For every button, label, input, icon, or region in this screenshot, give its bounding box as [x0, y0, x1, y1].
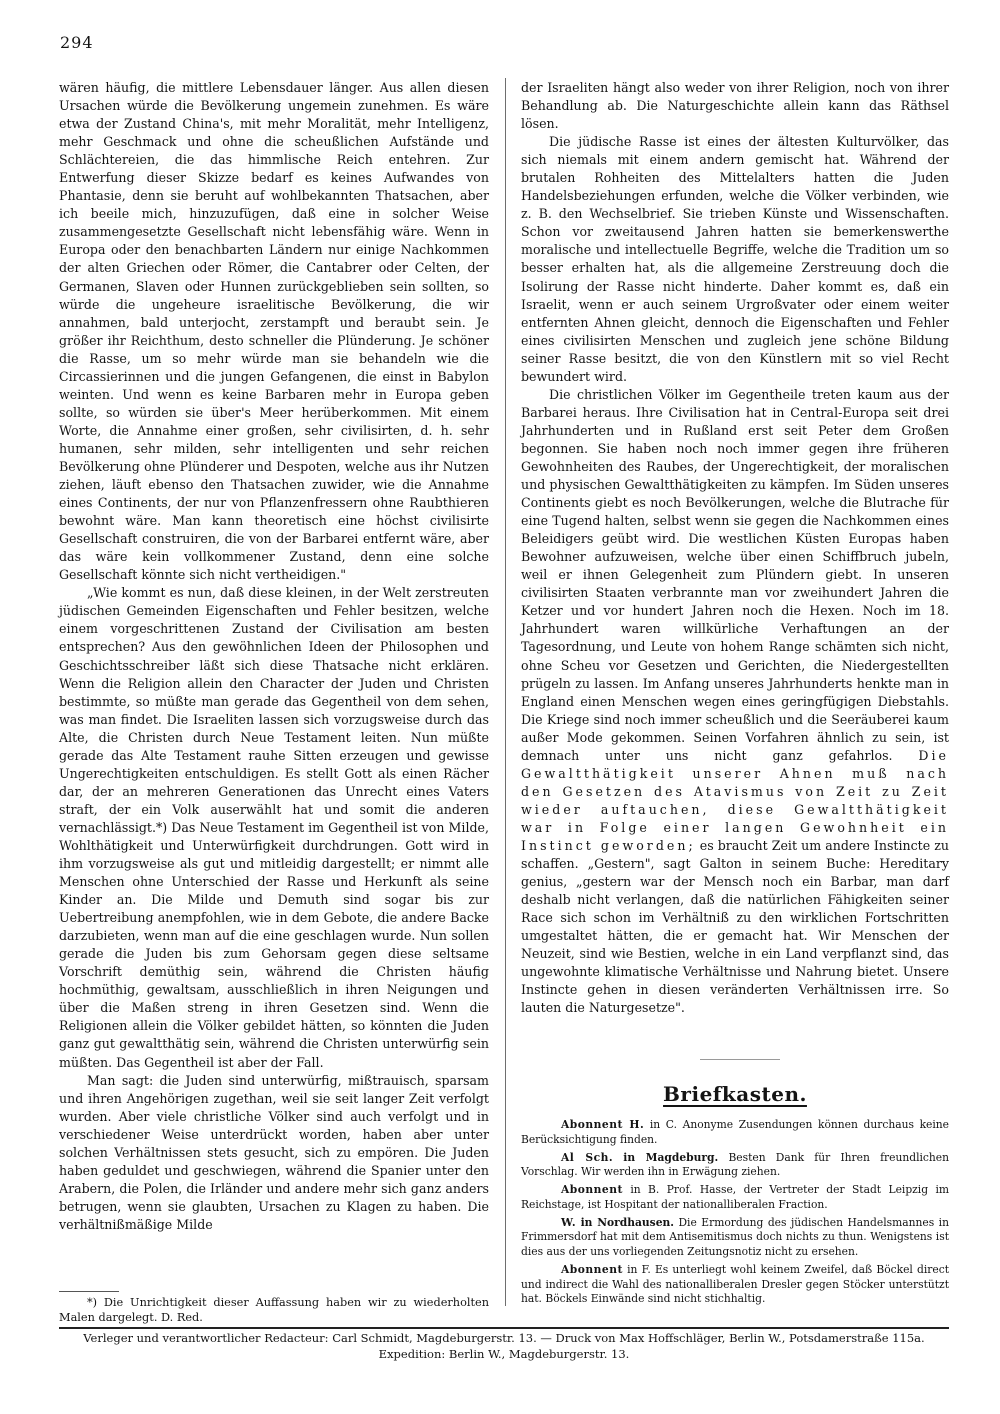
entry-recipient: Al Sch. [561, 1150, 614, 1164]
briefkasten-title: Briefkasten. [663, 1082, 807, 1106]
entry-text: Die Ermordung des jüdischen Handelsmannes in Frimmersdorf hat mit dem Antisemitismus doch nichts zu thun. Wenigstens ist dies aus der uns vorliegenden Zeitungsnotiz nicht zu ersehen. [521, 1215, 949, 1258]
briefkasten-entry [521, 1118, 949, 1148]
entry-place: in Magdeburg. [623, 1150, 719, 1164]
imprint-publisher: Verleger und verantwortlicher Redacteur: Carl Schmidt, Magdeburgerstr. 13. — Druck von Max Hoffschläger, Berlin W., Potsdamerstraße 115a. [83, 1331, 925, 1345]
page-number: 294 [60, 33, 94, 52]
imprint-expedition: Expedition: Berlin W., Magdeburgerstr. 13. [378, 1347, 630, 1361]
paragraph [521, 386, 949, 1018]
entry-text: Anonyme Zusendungen können durchaus keine Berücksichtigung finden. [521, 1118, 949, 1146]
entry-recipient: Abonnent [561, 1262, 623, 1276]
entry-place: in C. [649, 1118, 677, 1131]
entry-text: Prof. Hasse, der Vertreter der Stadt Leipzig im Reichstage, ist Hospitant der nationalliberalen Fraction. [521, 1183, 950, 1211]
briefkasten-entry [521, 1216, 949, 1260]
entry-recipient: W. [561, 1215, 577, 1229]
paragraph: „Wie kommt es nun, daß diese kleinen, in der Welt zerstreuten jüdischen Gemeinden Eigenschaften und Fehler besitzen, welche einem vorgeschrittenen Zustand der Civilisation am besten entsprechen? Aus den gewöhnlichen Ideen der Philosophen und Geschichtsschreiber läßt sich diese Thatsache nicht erklären. Wenn die Religion allein den Character der Juden und Christen bestimmte, so müßte man gerade das Gegentheil von dem sehen, was man findet. Die Israeliten lassen sich vorzugsweise durch das Alte, die Christen durch Neue Testament leiten. Nun müßte gerade das Alte Testament rauhe Sitten erzeugen und gewisse Ungerechtigkeiten entschuldigen. Es stellt Gott als einen Rächer dar, der an mehreren Generationen das Unrecht eines Vaters straft, der ein Volk auserwählt hat und somit die anderen vernachlässigt.*) Das Neue Testament im Gegentheil ist von Milde, Wohlthätigkeit und Unterwürfigkeit durchdrungen. Gott wird in ihm vorzugsweise als gut und mitleidig dargestellt; er nimmt alle Menschen ohne Unterschied der Rasse und Herkunft als seine Kinder an. Die Milde und Demuth sind sogar bis zur Uebertreibung anempfohlen, wie in dem Gebote, die andere Backe darzubieten, wenn man auf die eine geschlagen wurde. Nun sollen gerade die Juden bis zum Gehorsam gegen diese seltsame Vorschrift demüthig sein, während die Christen häufig hochmüthig, gewaltsam, ausschließlich in ihren Neigungen und über die Maßen streng in ihren Gesetzen sind. Wenn die Religionen allein die Völker gebildet hätten, so könnten die Juden ganz gut gewaltthätig sein, während die Christen unterwürfig sein müßten. Das Gegentheil ist aber der Fall. [59, 585, 489, 1070]
paragraph: Man sagt: die Juden sind unterwürfig, mißtrauisch, sparsam und ihren Angehörigen zugethan, weil sie seit langer Zeit verfolgt wurden. Aber viele christliche Völker sind auch verfolgt und in verschiedener Weise unterdrückt worden, haben aber unter solchen Verhältnissen stets gesucht, sich zu empören. Die Juden haben geduldet und geschwiegen, während die Spanier unter den Arabern, die Polen, die Irländer und andere mehr sich ganz anders betrugen, wenn sie glaubten, Ursachen zu Klagen zu haben. Die verhältnißmäßige Milde [59, 1072, 489, 1232]
spaced-emphasis: Die Gewaltthätigkeit unserer Ahnen muß nach den Gesetzen des Atavismus von Zeit zu Zeit wieder auftauchen, diese Gewaltthätigkeit war in Folge einer langen Gewohnheit ein Instinct geworden; [521, 747, 949, 853]
footnote-rule [59, 1291, 119, 1292]
right-column [521, 79, 949, 1017]
paragraph-text: es braucht Zeit um andere Instincte zu schaffen. „Gestern", sagt Galton in seinem Buche: Hereditary genius, „gestern war der Mensch noch ein Barbar, man darf deshalb nicht verlangen, daß die natürlichen Fähigkeiten seiner Race sich schon im Verhältniß zu den wirklichen Fortschritten umgestaltet hätten, die er gemacht hat. Wir Menschen der Neuzeit, sind wie Bestien, welche in ein Land verpflanzt sind, das ungewohnte klimatische Verhältnisse und Nahrung bietet. Unsere Instincte gehen in diesen veränderten Verhältnissen irre. So lauten die Naturgesetze". [521, 837, 949, 1016]
section-separator [700, 1059, 780, 1060]
paragraph: wären häufig, die mittlere Lebensdauer länger. Aus allen diesen Ursachen würde die Bevölkerung ungemein zunehmen. Es wäre etwa der Zustand China's, mit mehr Moralität, mehr Intelligenz, mehr Geschmack und ohne die scheußlichen Aufstände und Schlächtereien, die das himmlische Reich entehren. Zur Entwerfung dieser Skizze bedarf es keines Aufwandes von Phantasie, denn sie beruht auf wohlbekannten Thatsachen, aber ich beeile mich, hinzuzufügen, daß eine in solcher Weise zusammengesetzte Gesellschaft nicht lebensfähig wäre. Wenn in Europa oder den benachbarten Ländern nur einige Nachkommen der alten Griechen oder Römer, die Cantabrer oder Celten, der Germanen, Slaven oder Hunnen zurückgeblieben sein sollten, so würde die ungeheure israelitische Bevölkerung, die wir annahmen, bald unterjocht, zerstampft und beraubt sein. Je größer ihr Reichthum, desto schneller die Plünderung. Je schöner die Rasse, um so mehr würde man sie behandeln wie die Circassierinnen und die jungen Gefangenen, die einst in Babylon weinten. Und wenn es keine Barbaren mehr in Europa geben sollte, so würden sie über's Meer herüberkommen. Mit einem Worte, die Annahme einer großen, sehr civilisirten, d. h. sehr humanen, sehr milden, sehr intelligenten und sehr reichen Bevölkerung ohne Plünderer und Despoten, welche aus ihr Nutzen ziehen, läuft ebenso den Thatsachen zuwider, wie die Annahme eines Continents, der nur von Pflanzenfressern ohne Raubthieren bewohnt wäre. Man kann theoretisch eine höchst civilisirte Gesellschaft construiren, die von der Barbarei entfernt wäre, aber das wäre kein vollkommener Zustand, denn eine solche Gesellschaft könnte sich nicht vertheidigen." [59, 80, 489, 583]
entry-text: Besten Dank für Ihren freundlichen Vorschlag. Wir werden ihn in Erwägung ziehen. [521, 1150, 949, 1179]
column-divider [505, 78, 506, 1306]
entry-place: in B. [630, 1183, 660, 1196]
imprint-rule [59, 1327, 949, 1329]
left-column [59, 79, 489, 1234]
paragraph-text: Die christlichen Völker im Gegentheile treten kaum aus der Barbarei heraus. Ihre Civilisation hat in Central-Europa seit drei Jahrhunderten und in Rußland erst seit Peter dem Großen begonnen. Sie haben noch noch immer gegen ihre früheren Gewohnheiten des Raubes, der Ungerechtigkeit, der moralischen und physischen Gewaltthätigkeiten zu kämpfen. Im Süden unseres Continents giebt es noch Bevölkerungen, welche die Blutrache für eine Tugend halten, selbst wenn sie gegen die Nachkommen eines Beleidigers geübt wird. Die westlichen Küsten Europas haben Bewohner aufzuweisen, welche über einen Schiffbruch jubeln, weil er ihnen Gelegenheit zum Plündern giebt. In unseren civilisirten Staaten verbrannte man vor zweihundert Jahren die Ketzer und vor hundert Jahren noch die Hexen. Noch im 18. Jahrhundert waren willkürliche Verhaftungen an der Tagesordnung, und Leute von hohem Range schämten sich nicht, ohne Scheu vor Gesetzen und Gerichten, die Niedergestellten prügeln zu lassen. Im Anfang unseres Jahrhunderts henkte man in England einen Menschen wegen eines geringfügigen Diebstahls. Die Kriege sind noch immer scheußlich und die Seeräuberei kaum außer Mode gekommen. Seinen Vorfahren ähnlich zu sein, ist demnach unter uns nicht ganz gefahrlos. [521, 386, 949, 763]
briefkasten [521, 1118, 949, 1310]
entry-recipient: Abonnent [561, 1183, 623, 1196]
entry-recipient: Abonnent H. [561, 1118, 645, 1131]
paragraph: Die jüdische Rasse ist eines der ältesten Kulturvölker, das sich niemals mit einem andern gemischt hat. Während der brutalen Rohheiten des Mittelalters hatten die Juden Handelsbeziehungen erfunden, welche die Völker verbinden, wie z. B. den Wechselbrief. Sie trieben Künste und Wissenschaften. Schon vor zweitausend Jahren hatten sie bemerkenswerthe moralische und intellectuelle Begriffe, welche die Tradition um so besser erhalten hat, als die allgemeine Zerstreuung doch die Isolirung der Rasse nicht hinderte. Daher kommt es, daß ein Israelit, wenn er auch seinem Urgroßvater oder einem weiter entfernten Ahnen gleicht, dennoch die Eigenschaften und Fehler eines civilisirten Menschen und zugleich jene schöne Bildung seiner Rasse besitzt, die von den Künstlern mit so viel Recht bewundert wird. [521, 134, 949, 384]
briefkasten-entry [521, 1151, 949, 1181]
footnote: *) Die Unrichtigkeit dieser Auffassung haben wir zu wiederholten Malen dargelegt. D. Red. [59, 1296, 489, 1324]
briefkasten-entry [521, 1183, 949, 1213]
briefkasten-entry [521, 1263, 949, 1307]
entry-text: Es unterliegt wohl keinem Zweifel, daß Böckel direct und indirect die Wahl des nationalliberalen Dresler gegen Stöcker unterstützt hat. Böckels Einwände sind nicht stichhaltig. [521, 1262, 949, 1306]
entry-place: in Nordhausen. [580, 1215, 674, 1229]
entry-place: in F. [627, 1262, 651, 1276]
paragraph: der Israeliten hängt also weder von ihrer Religion, noch von ihrer Behandlung ab. Die Naturgeschichte allein kann das Räthsel lösen. [521, 80, 949, 132]
